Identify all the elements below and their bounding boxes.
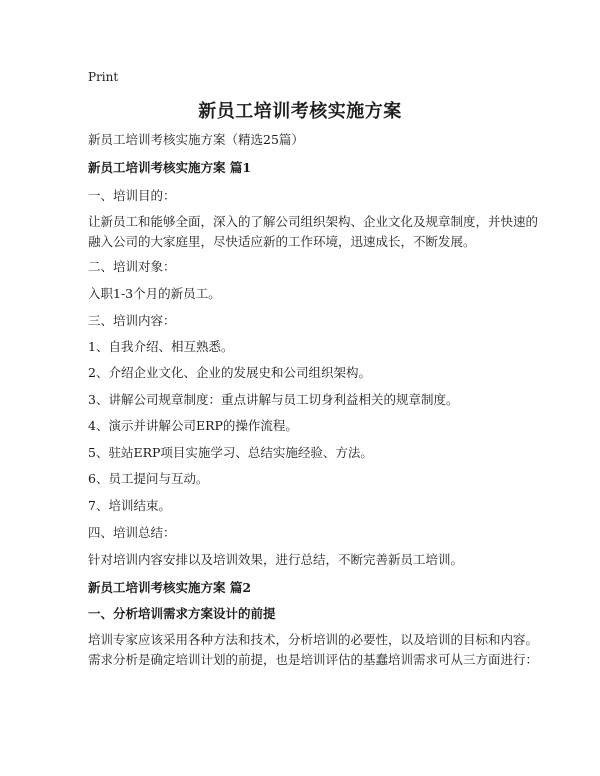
goal-label: 一、培训目的：: [88, 188, 176, 203]
list-item: 1、自我介绍、相互熟悉。: [88, 339, 234, 354]
section2-subheading: 一、分析培训需求方案设计的前提: [88, 606, 276, 621]
section2-text-line2: 需求分析是确定培训计划的前提，也是培训评估的基蠢培训需求可从三方面进行：: [88, 652, 539, 667]
page-title: 新员工培训考核实施方案: [198, 101, 402, 122]
summary-label: 四、培训总结：: [88, 525, 176, 540]
content-label: 三、培训内容：: [88, 313, 176, 328]
section2-paragraph: [88, 630, 539, 670]
target-text: 入职1-3个月的新员工。: [88, 286, 221, 301]
section2-text-line1: 培训专家应该采用各种方法和技术，分析培训的必要性，以及培训的目标和内容。: [88, 632, 539, 647]
list-item: 6、员工提问与互动。: [88, 471, 209, 486]
section2-heading: 新员工培训考核实施方案 篇2: [88, 580, 252, 595]
list-item: 5、驻站ERP项目实施学习、总结实施经验、方法。: [88, 445, 373, 460]
target-label: 二、培训对象：: [88, 259, 176, 274]
list-item: 4、演示并讲解公司ERP的操作流程。: [88, 418, 298, 433]
goal-text-line2: 融入公司的大家庭里，尽快适应新的工作环境，迅速成长，不断发展。: [88, 234, 476, 249]
subtitle: 新员工培训考核实施方案（精选25篇）: [88, 132, 304, 147]
section1-heading: 新员工培训考核实施方案 篇1: [88, 160, 252, 175]
list-item: 3、讲解公司规章制度：重点讲解与员工切身利益相关的规章制度。: [88, 392, 459, 407]
list-item: 2、介绍企业文化、企业的发展史和公司组织架构。: [88, 365, 371, 380]
goal-paragraph: [88, 212, 539, 252]
list-item: 7、培训结束。: [88, 498, 171, 513]
summary-text: 针对培训内容安排以及培训效果，进行总结，不断完善新员工培训。: [88, 552, 464, 567]
print-link[interactable]: Print: [88, 70, 119, 84]
goal-text-line1: 让新员工和能够全面，深入的了解公司组织架构、企业文化及规章制度，并快速的: [88, 214, 539, 229]
